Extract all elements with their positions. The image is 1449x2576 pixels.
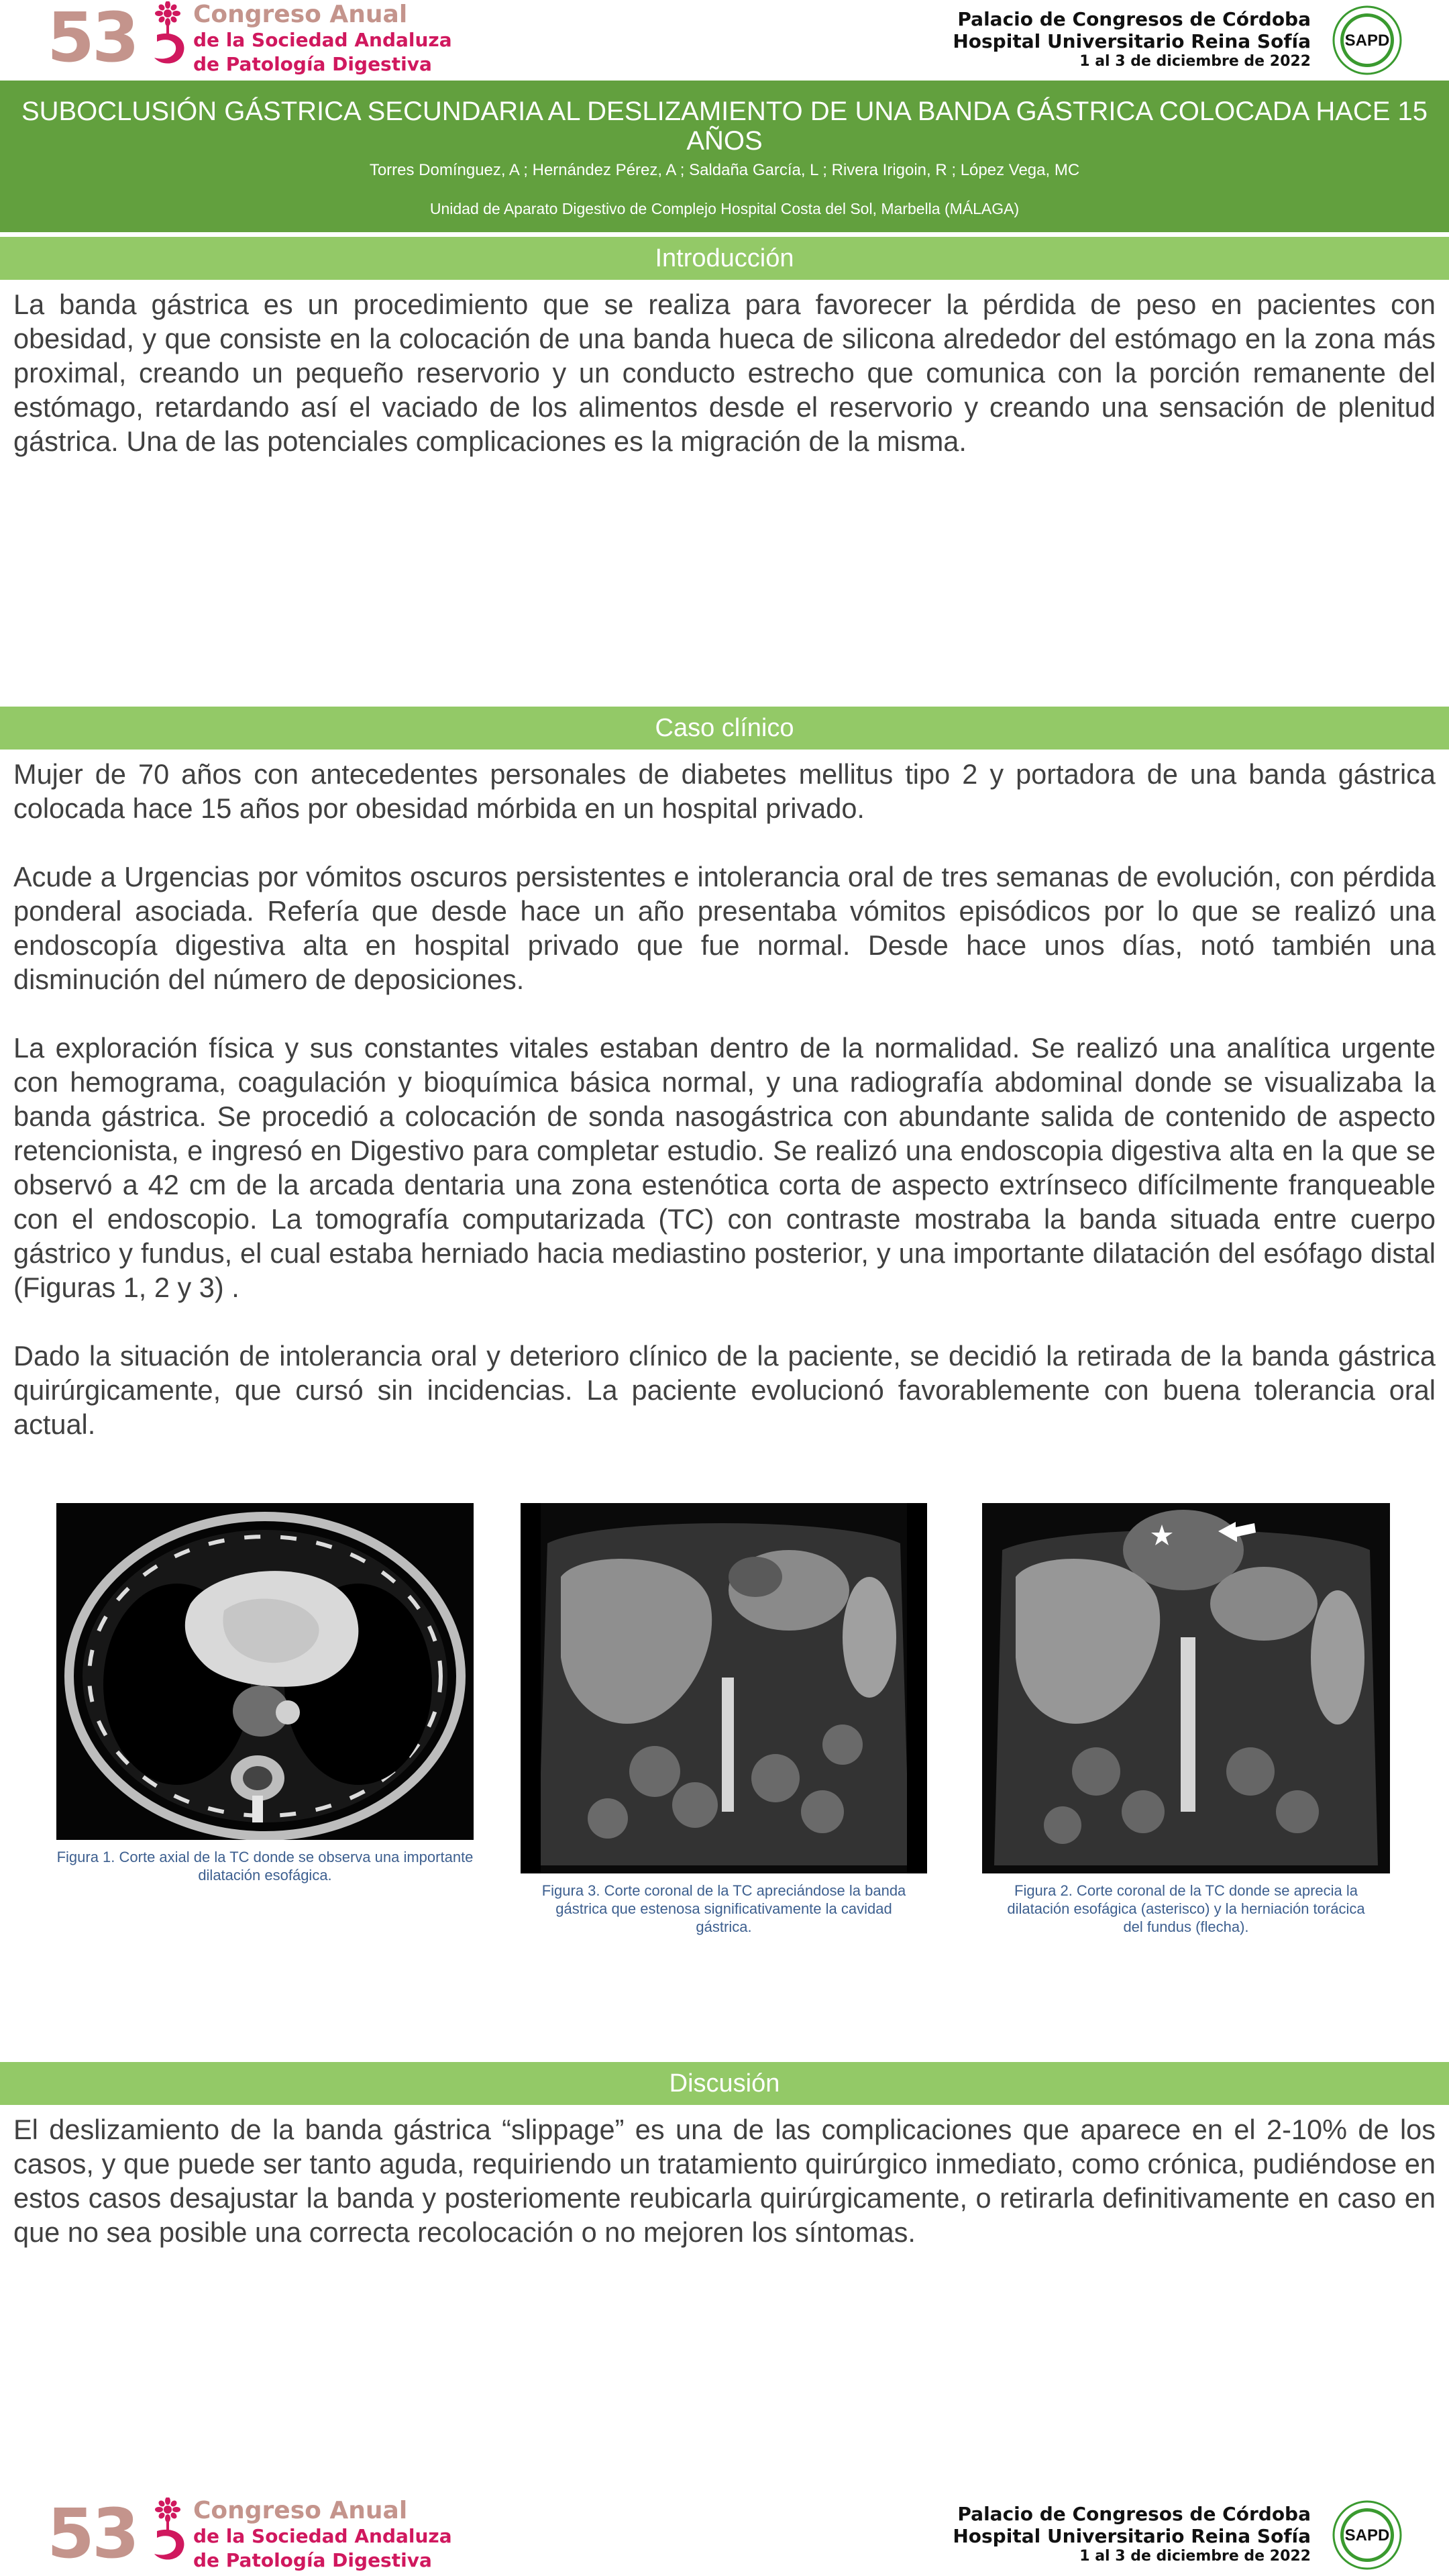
section-heading-intro: Introducción	[0, 237, 1449, 280]
footer-logo-title: Congreso Anual	[193, 2497, 408, 2524]
affiliation: Unidad de Aparato Digestivo de Complejo Hospital Costa del Sol, Marbella (MÁLAGA)	[429, 200, 1020, 217]
footer-congress-logo	[47, 2494, 452, 2574]
footer-logo-subtitle-1: de la Sociedad Andaluza	[193, 2525, 452, 2547]
footer-logo-subtitle-2: de Patología Digestiva	[193, 2549, 432, 2571]
intro-text: La banda gástrica es un procedimiento que se realiza para favorecer la pérdida de peso en pacientes con obesidad, y que consiste en la colocación de una banda hueca de silicona alrededor del estómago en la zona más proximal, creando un pequeño reservorio y un conducto estrecho que comunica con la porción remanente del estómago, retardando así el vaciado de los alimentos desde el reservorio y creando una sensación de plenitud gástrica. Una de las potenciales complicaciones es la migración de la misma.	[13, 289, 1436, 457]
section-heading-case: Caso clínico	[0, 707, 1449, 750]
venue-date: 1 al 3 de diciembre de 2022	[1079, 53, 1311, 70]
footer-sapd-seal-icon	[1332, 2500, 1402, 2570]
ct-axial-image	[56, 1503, 474, 1840]
flower-icon	[148, 1, 191, 75]
footer-flower-icon	[148, 2497, 191, 2571]
ct-coronal-image-2	[982, 1503, 1390, 1873]
footer-seal-label: SAPD	[1344, 2526, 1390, 2544]
title-band	[0, 81, 1449, 232]
venue-info	[841, 8, 1311, 71]
discussion-text: El deslizamiento de la banda gástrica “slippage” es una de las complicaciones que aparece en el 2-10% de los casos, y que puede ser tanto aguda, requiriendo un tratamiento quirúrgico inmediato, como crónica, pudiéndose en estos casos desajustar la banda y posteriomente reubicarla quirúrgicamente, o retirarla definitivamente en caso en que no sea posible una correcta recolocación o no mejoren los síntomas.	[13, 2114, 1436, 2248]
footer-venue-date: 1 al 3 de diciembre de 2022	[1079, 2548, 1311, 2565]
ct-coronal-image-3	[521, 1503, 927, 1873]
ct-coronal-figure-2	[982, 1503, 1390, 1873]
figure-3-caption: Figura 3. Corte coronal de la TC apreciándose la banda gástrica que estenosa significativamente la cavidad gástrica.	[541, 1882, 906, 1935]
case-paragraph-2: Acude a Urgencias por vómitos oscuros persistentes e intolerancia oral de tres semanas de evolución, con pérdida ponderal asociada. Refería que desde hace un año presentaba vómitos episódicos por lo que se realizó una endoscopía digestiva alta en hospital privado que fue normal. Desde hace unos días, notó también una disminución del número de deposiciones.	[13, 861, 1436, 995]
case-paragraph-4: Dado la situación de intolerancia oral y deterioro clínico de la paciente, se decidió la retirada de la banda gástrica quirúrgicamente, que cursó sin incidencias. La paciente evolucionó favorablemente con buena tolerancia oral actual.	[13, 1340, 1436, 1440]
ct-coronal-figure-3	[521, 1503, 927, 1873]
seal-label: SAPD	[1344, 32, 1390, 50]
footer-logo-number: 53	[47, 2494, 137, 2574]
footer-venue-name: Palacio de Congresos de Córdoba	[957, 2503, 1311, 2525]
ct-axial-figure	[56, 1503, 474, 1840]
venue-hospital: Hospital Universitario Reina Sofía	[953, 30, 1311, 52]
logo-title: Congreso Anual	[193, 1, 408, 28]
figure-1-caption: Figura 1. Corte axial de la TC donde se observa una importante dilatación esofágica.	[56, 1849, 474, 1884]
venue-name: Palacio de Congresos de Córdoba	[957, 8, 1311, 30]
authors: Torres Domínguez, A ; Hernández Pérez, A ; Saldaña García, L ; Rivera Irigoin, R ; López Vega, MC	[369, 161, 1080, 179]
footer-venue-info	[841, 2503, 1311, 2566]
figure-2-caption: Figura 2. Corte coronal de la TC donde se aprecia la dilatación esofágica (asterisco) y la herniación torácica del fundus (flecha).	[1007, 1882, 1365, 1935]
logo-subtitle-1: de la Sociedad Andaluza	[193, 29, 452, 51]
case-paragraph-1: Mujer de 70 años con antecedentes personales de diabetes mellitus tipo 2 y portadora de una banda gástrica colocada hace 15 años por obesidad mórbida en un hospital privado.	[13, 758, 1436, 824]
congress-logo	[47, 0, 452, 78]
logo-number: 53	[47, 0, 137, 78]
logo-subtitle-2: de Patología Digestiva	[193, 53, 432, 75]
poster-title: SUBOCLUSIÓN GÁSTRICA SECUNDARIA AL DESLIZAMIENTO DE UNA BANDA GÁSTRICA COLOCADA HACE 15 AÑOS	[21, 97, 1428, 156]
section-heading-discussion: Discusión	[0, 2062, 1449, 2105]
sapd-seal-icon	[1332, 5, 1402, 75]
footer-venue-hospital: Hospital Universitario Reina Sofía	[953, 2525, 1311, 2547]
case-paragraph-3: La exploración física y sus constantes vitales estaban dentro de la normalidad. Se realizó una analítica urgente con hemograma, coagulación y bioquímica básica normal, y una radiografía abdominal donde se visualizaba la banda gástrica. Se procedió a colocación de sonda nasogástrica con abundante salida de contenido de aspecto retencionista, e ingresó en Digestivo para completar estudio. Se realizó una endoscopia digestiva alta en la que se observó a 42 cm de la arcada dentaria una zona estenótica corta de aspecto extrínseco difícilmente franqueable con el endoscopio. La tomografía computarizada (TC) con contraste mostraba la banda situada entre cuerpo gástrico y fundus, el cual estaba herniado hacia mediastino posterior, y una importante dilatación del esófago distal (Figuras 1, 2 y 3) .	[13, 1032, 1436, 1303]
